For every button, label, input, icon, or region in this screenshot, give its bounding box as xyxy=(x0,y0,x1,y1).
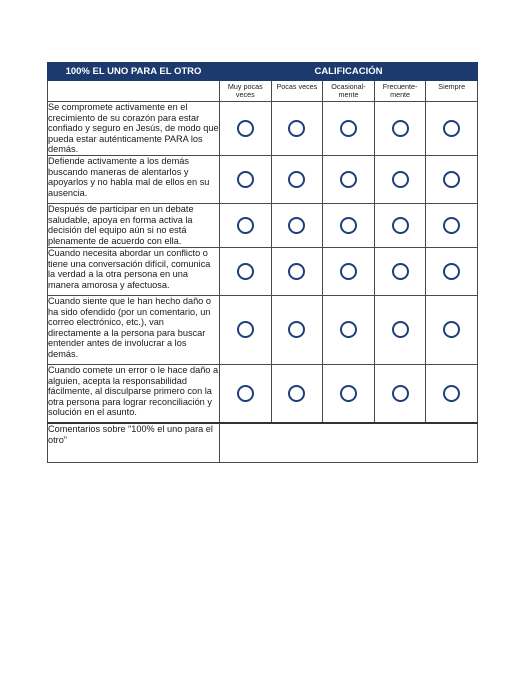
table-row xyxy=(48,248,478,296)
radio-frequent[interactable] xyxy=(392,263,409,280)
radio-frequent[interactable] xyxy=(392,171,409,188)
radio-few[interactable] xyxy=(288,263,305,280)
option-label-few: Pocas veces xyxy=(271,81,323,102)
statement-text: Cuando siente que le han hecho daño o ha sido ofendido (por un comentario, un correo electrónico, etc.), van directamente a la persona para buscar entender antes de involucrar a los demás. xyxy=(48,296,220,365)
table-row xyxy=(48,204,478,248)
radio-frequent[interactable] xyxy=(392,217,409,234)
table-row xyxy=(48,102,478,156)
option-label-always: Siempre xyxy=(426,81,478,102)
options-header-blank xyxy=(48,81,220,102)
rating-table xyxy=(47,62,478,463)
radio-very-few[interactable] xyxy=(237,217,254,234)
table-row xyxy=(48,156,478,204)
radio-always[interactable] xyxy=(443,385,460,402)
radio-frequent[interactable] xyxy=(392,120,409,137)
radio-few[interactable] xyxy=(288,171,305,188)
radio-occasional[interactable] xyxy=(340,171,357,188)
radio-frequent[interactable] xyxy=(392,321,409,338)
statement-text: Cuando comete un error o le hace daño a alguien, acepta la responsabilidad fácilmente, al disculparse primero con la otra persona para lograr reconciliación y solución en el asunto. xyxy=(48,365,220,423)
comments-field[interactable] xyxy=(220,423,478,463)
radio-few[interactable] xyxy=(288,217,305,234)
statement-text: Se compromete activamente en el crecimiento de su corazón para estar confiado y seguro en Jesús, de modo que pueda estar auténticamente PARA los demás. xyxy=(48,102,219,155)
radio-occasional[interactable] xyxy=(340,321,357,338)
radio-always[interactable] xyxy=(443,171,460,188)
option-label-frequent: Frecuente-mente xyxy=(374,81,426,102)
radio-very-few[interactable] xyxy=(237,171,254,188)
statement-text: Cuando necesita abordar un conflicto o tiene una conversación difícil, comunica la verdad a la otra persona en una manera amorosa y afectuosa. xyxy=(48,248,220,296)
radio-always[interactable] xyxy=(443,217,460,234)
radio-very-few[interactable] xyxy=(237,385,254,402)
statement-text: Después de participar en un debate saludable, apoya en forma activa la decisión del equipo aún si no está plenamente de acuerdo con ella. xyxy=(48,204,220,248)
radio-very-few[interactable] xyxy=(237,321,254,338)
radio-always[interactable] xyxy=(443,263,460,280)
table-header-row xyxy=(48,63,478,81)
radio-occasional[interactable] xyxy=(340,120,357,137)
table-row xyxy=(48,365,478,423)
section-title: 100% EL UNO PARA EL OTRO xyxy=(48,63,220,81)
radio-occasional[interactable] xyxy=(340,217,357,234)
radio-occasional[interactable] xyxy=(340,263,357,280)
radio-frequent[interactable] xyxy=(392,385,409,402)
table-row xyxy=(48,296,478,365)
comments-label: Comentarios sobre “100% el uno para el otro” xyxy=(48,423,220,463)
radio-very-few[interactable] xyxy=(237,263,254,280)
radio-few[interactable] xyxy=(288,120,305,137)
statement-text: Defiende activamente a los demás buscando maneras de alentarlos y apoyarlos y no habla mal de ellos en su ausencia. xyxy=(48,156,220,204)
option-label-occasional: Ocasional-mente xyxy=(323,81,375,102)
comments-row xyxy=(48,423,478,463)
radio-always[interactable] xyxy=(443,321,460,338)
option-label-very-few: Muy pocas veces xyxy=(220,81,272,102)
radio-few[interactable] xyxy=(288,321,305,338)
radio-very-few[interactable] xyxy=(237,120,254,137)
rating-header: CALIFICACIÓN xyxy=(220,63,478,81)
radio-few[interactable] xyxy=(288,385,305,402)
radio-occasional[interactable] xyxy=(340,385,357,402)
radio-always[interactable] xyxy=(443,120,460,137)
options-header-row xyxy=(48,81,478,102)
